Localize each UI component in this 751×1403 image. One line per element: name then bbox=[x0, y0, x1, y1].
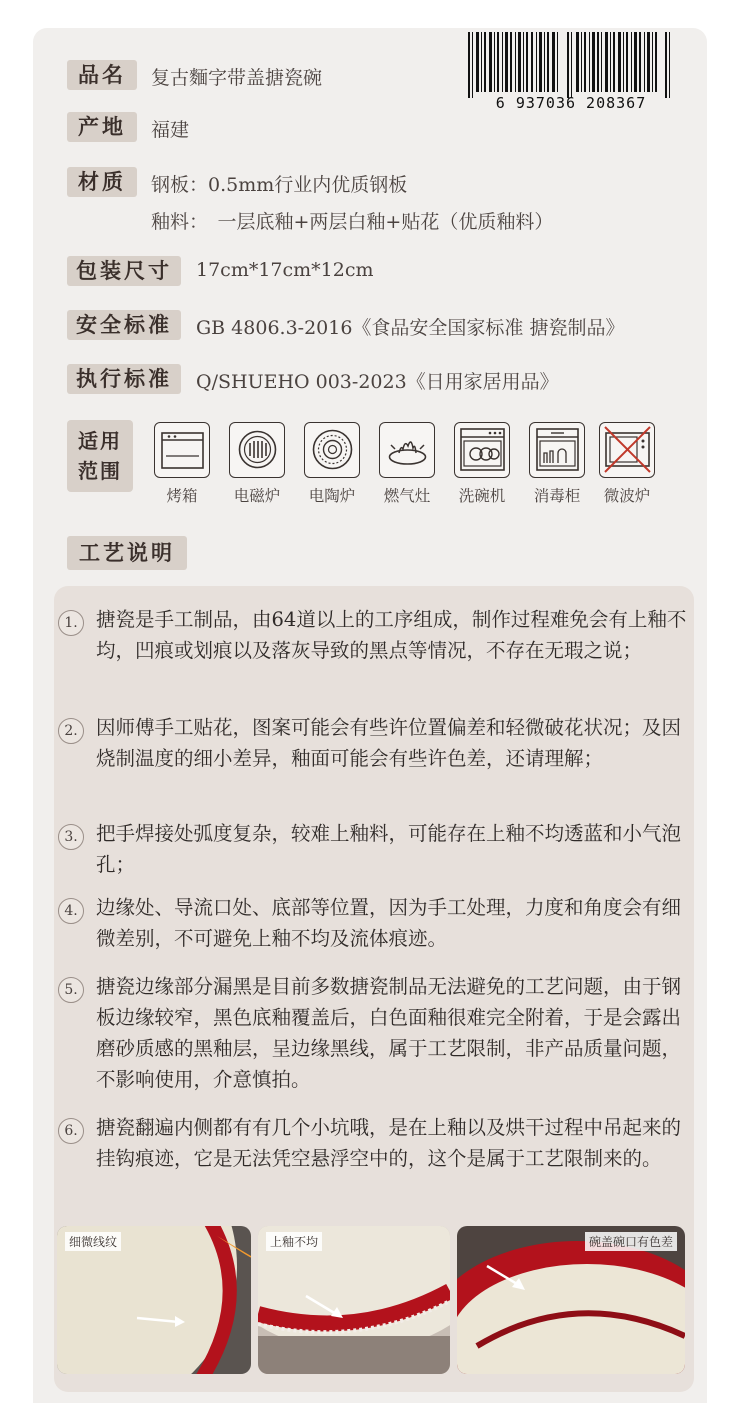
ceramic-cooker-icon bbox=[304, 422, 360, 478]
craft-item-number: 1. bbox=[58, 610, 84, 636]
craft-item-text: 搪瓷边缘部分漏黑是目前多数搪瓷制品无法避免的工艺问题，由于钢板边缘较窄，黑色底釉覆盖后，白色面釉很难完全附着，于是会露出磨砂质感的黑釉层，呈边缘黑线，属于工艺限制，非产品质量问题，不影响使用，介意慎拍。 bbox=[96, 975, 682, 1091]
applicable-item-dishwasher bbox=[452, 422, 512, 506]
sterilizer-icon bbox=[529, 422, 585, 478]
applicable-label bbox=[67, 420, 133, 492]
applicable-name-induction: 电磁炉 bbox=[233, 487, 281, 505]
barcode-digits: 6 937036 208367 bbox=[495, 94, 647, 110]
spec-value-origin: 福建 bbox=[151, 119, 190, 141]
barcode bbox=[466, 30, 676, 110]
defect-photo-color-difference bbox=[457, 1226, 685, 1374]
applicable-item-ceramic bbox=[302, 422, 362, 506]
spec-value-material-1: 钢板：0.5mm行业内优质钢板 bbox=[151, 174, 408, 196]
spec-label-name: 品名 bbox=[67, 60, 137, 90]
applicable-name-ceramic: 电陶炉 bbox=[308, 487, 356, 505]
barcode-bars bbox=[466, 30, 676, 110]
dishwasher-icon bbox=[454, 422, 510, 478]
applicable-name-gas: 燃气灶 bbox=[383, 487, 431, 505]
craft-item-number: 6. bbox=[58, 1118, 84, 1144]
applicable-item-induction bbox=[227, 422, 287, 506]
spec-value-name: 复古麵字带盖搪瓷碗 bbox=[151, 67, 323, 89]
craft-item-number: 4. bbox=[58, 898, 84, 924]
photo-caption: 碗盖碗口有色差 bbox=[585, 1232, 677, 1251]
spec-value-material-2: 釉料： 一层底釉+两层白釉+贴花（优质釉料） bbox=[151, 211, 554, 233]
craft-item-text: 把手焊接处弧度复杂，较难上釉料，可能存在上釉不均透蓝和小气泡孔； bbox=[96, 822, 682, 876]
applicable-item-sterilizer bbox=[527, 422, 587, 506]
applicable-name-oven: 烤箱 bbox=[166, 487, 198, 505]
applicable-item-gas bbox=[377, 422, 437, 506]
spec-label-origin: 产地 bbox=[67, 112, 137, 142]
spec-value-exec: Q/SHUEHO 003-2023《日用家居用品》 bbox=[196, 371, 559, 393]
photo-caption: 细微线纹 bbox=[65, 1232, 121, 1251]
applicable-label-line2: 范围 bbox=[78, 459, 122, 483]
craft-item-text: 搪瓷翻遍内侧都有有几个小坑哦，是在上釉以及烘干过程中吊起来的挂钩痕迹，它是无法凭空悬浮空中的，这个是属于工艺限制来的。 bbox=[96, 1116, 682, 1170]
spec-label-material: 材质 bbox=[67, 167, 137, 197]
applicable-label-line1: 适用 bbox=[78, 429, 122, 453]
induction-cooker-icon bbox=[229, 422, 285, 478]
applicable-name-sterilizer: 消毒柜 bbox=[533, 487, 581, 505]
applicable-name-microwave: 微波炉 bbox=[603, 487, 651, 505]
spec-label-safety: 安全标准 bbox=[67, 310, 181, 340]
applicable-item-oven bbox=[152, 422, 212, 506]
defect-photo-line-marks bbox=[57, 1226, 251, 1374]
craft-item-number: 3. bbox=[58, 824, 84, 850]
craft-item-text: 边缘处、导流口处、底部等位置，因为手工处理，力度和角度会有细微差别，不可避免上釉不均及流体痕迹。 bbox=[96, 896, 682, 950]
applicable-name-dishwasher: 洗碗机 bbox=[458, 487, 506, 505]
spec-label-exec: 执行标准 bbox=[67, 364, 181, 394]
applicable-item-microwave bbox=[597, 422, 657, 506]
craft-item-text: 因师傅手工贴花，图案可能会有些许位置偏差和轻微破花状况；及因烧制温度的细小差异，釉面可能会有些许色差，还请理解； bbox=[96, 716, 682, 770]
defect-photo-uneven-glaze bbox=[258, 1226, 450, 1374]
spec-value-size: 17cm*17cm*12cm bbox=[196, 259, 374, 281]
microwave-icon bbox=[599, 422, 655, 478]
craft-item-text: 搪瓷是手工制品，由64道以上的工序组成，制作过程难免会有上釉不均，凹痕或划痕以及落灰导致的黑点等情况，不存在无瑕之说； bbox=[96, 608, 687, 662]
craft-item-number: 2. bbox=[58, 718, 84, 744]
spec-label-size: 包装尺寸 bbox=[67, 256, 181, 286]
spec-value-safety: GB 4806.3-2016《食品安全国家标准 搪瓷制品》 bbox=[196, 317, 625, 339]
photo-caption: 上釉不均 bbox=[266, 1232, 322, 1251]
oven-icon bbox=[154, 422, 210, 478]
craft-title: 工艺说明 bbox=[67, 536, 187, 570]
craft-item-number: 5. bbox=[58, 977, 84, 1003]
gas-stove-icon bbox=[379, 422, 435, 478]
